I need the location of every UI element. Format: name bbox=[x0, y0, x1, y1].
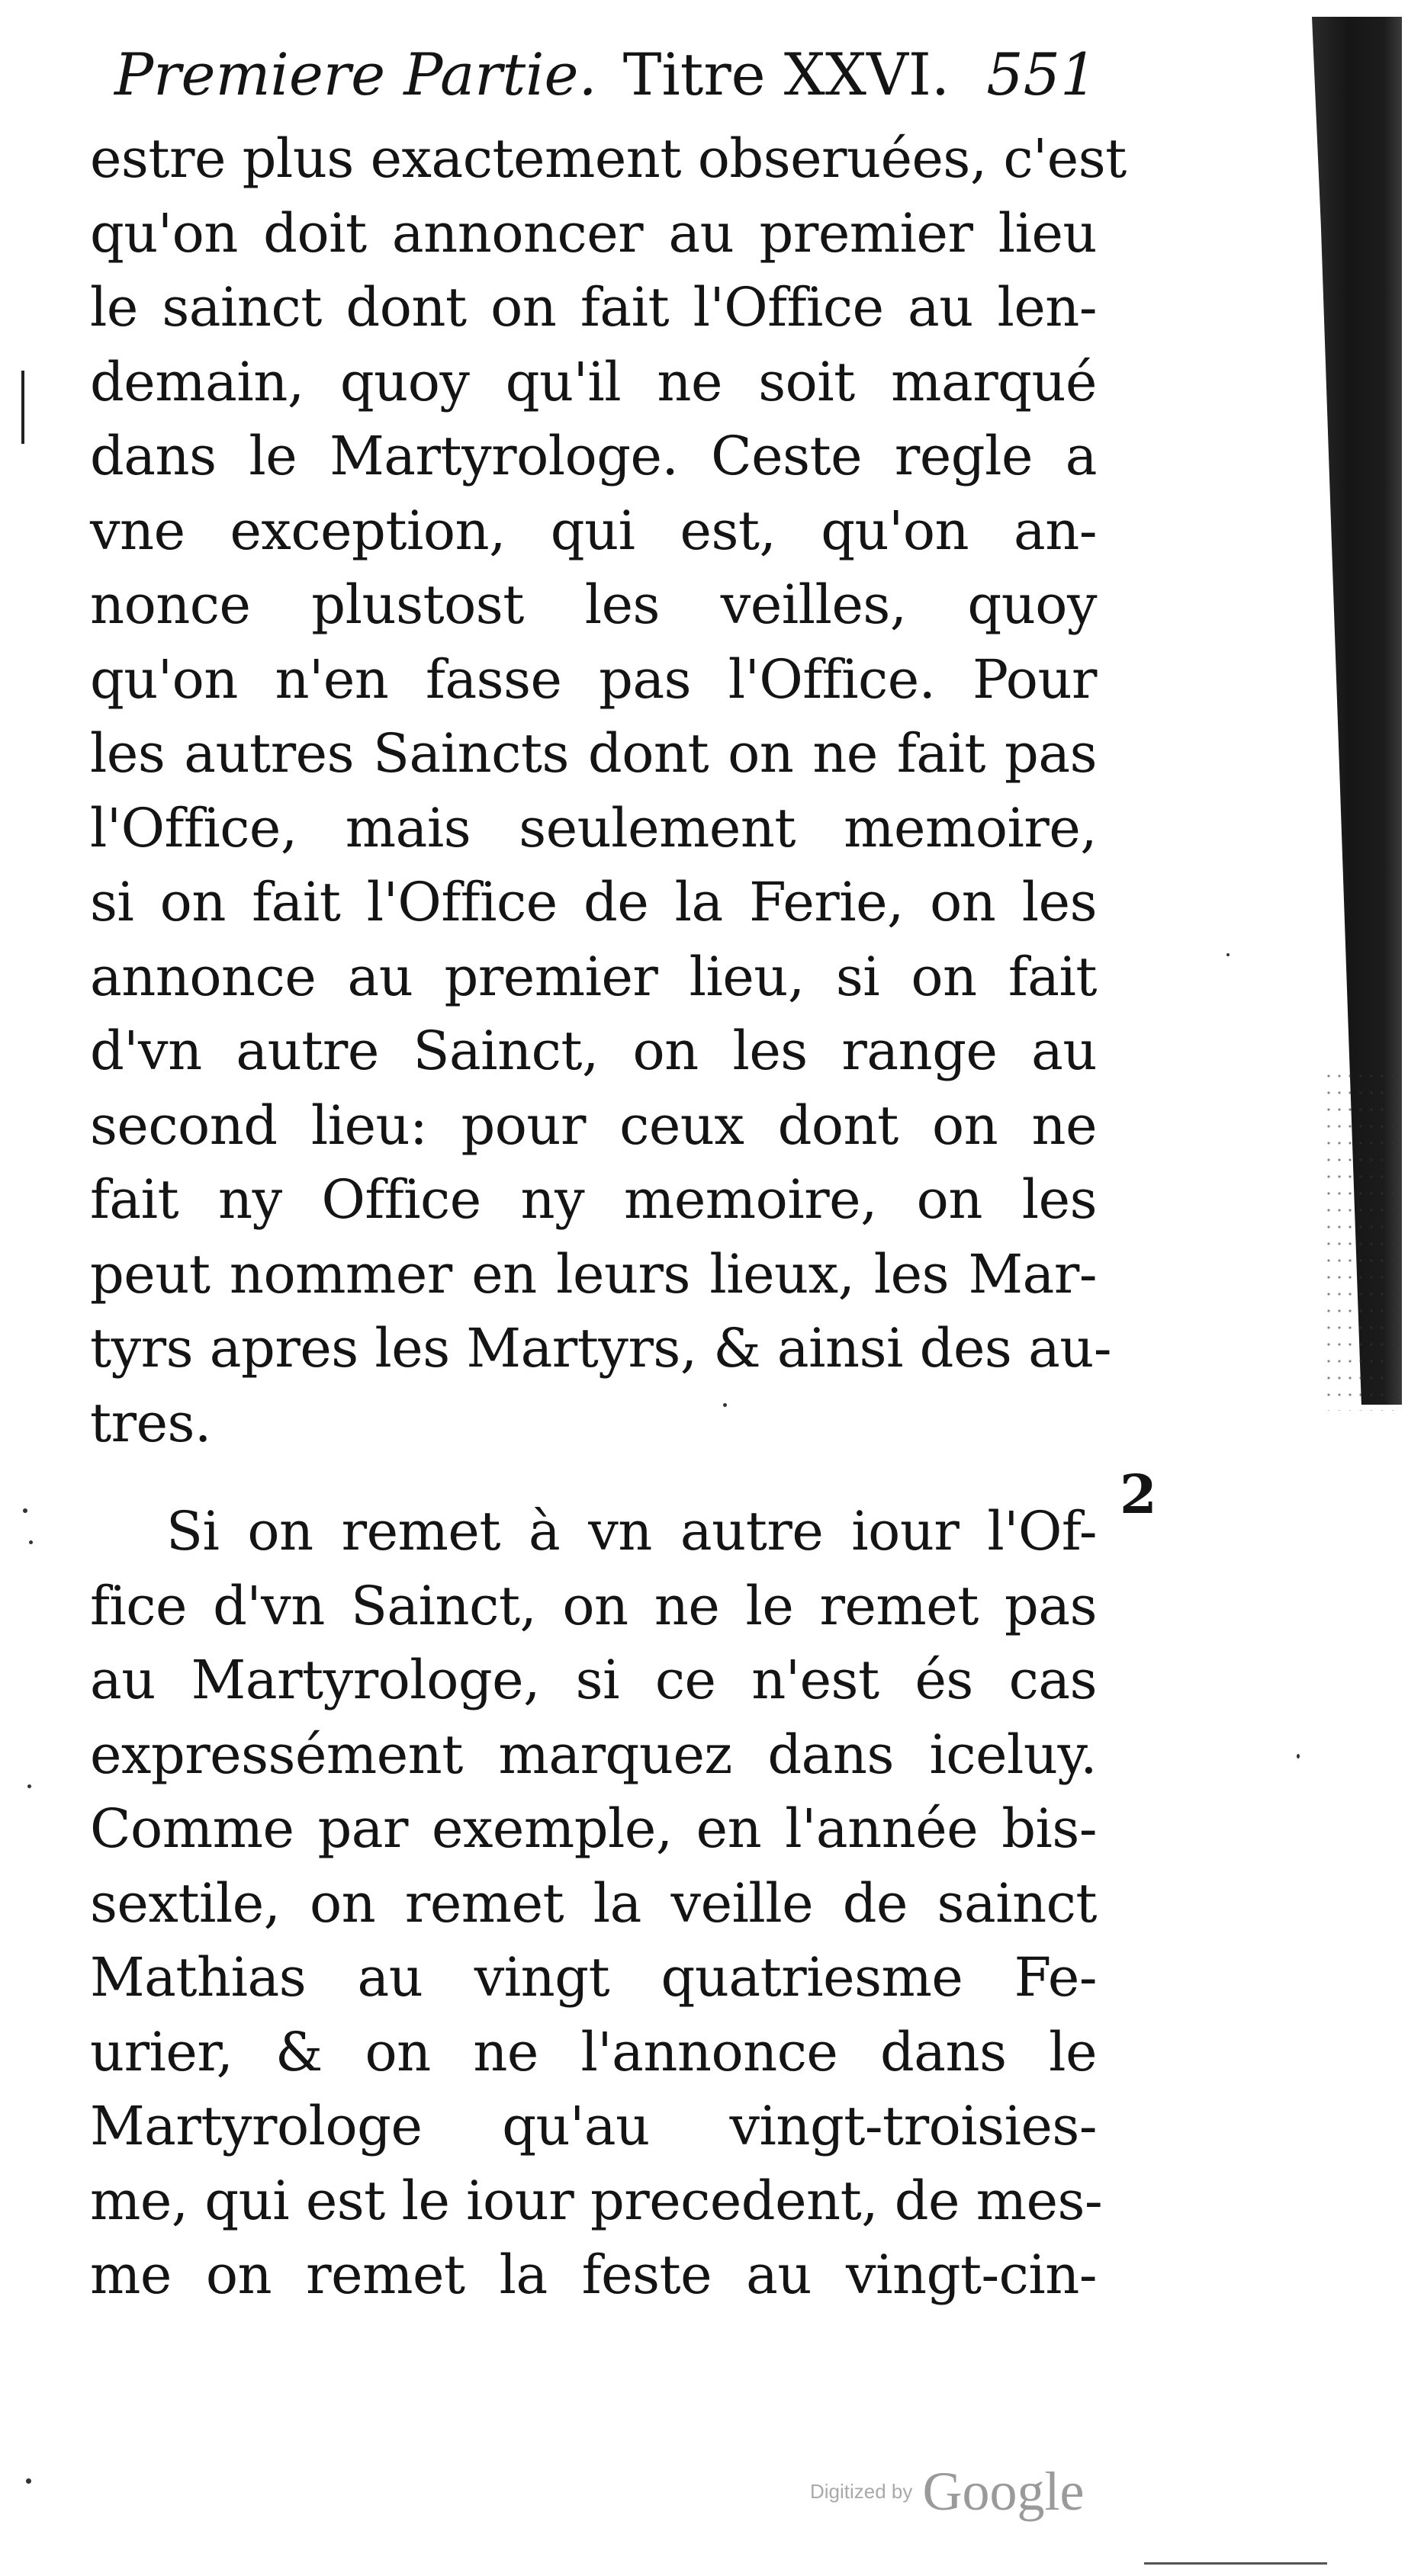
text-line: Martyrologe qu'au vingt-troisies- bbox=[90, 2095, 1097, 2157]
ink-speck bbox=[23, 1508, 27, 1513]
ink-speck bbox=[1297, 1754, 1300, 1759]
text-line: vne exception, qui est, qu'on an- bbox=[90, 499, 1097, 562]
text-line: annonce au premier lieu, si on fait bbox=[90, 945, 1097, 1008]
text-line: sextile, on remet la veille de sainct bbox=[90, 1871, 1097, 1935]
text-line: l'Office, mais seulement memoire, bbox=[90, 796, 1097, 859]
page-number: 551 bbox=[986, 40, 1098, 108]
text-line: estre plus exactement obseruées, c'est bbox=[90, 127, 1127, 190]
text-line: Comme par exemple, en l'année bis- bbox=[90, 1797, 1097, 1860]
part-label: Premiere Partie. bbox=[114, 40, 597, 108]
ink-speck bbox=[27, 1784, 31, 1788]
ink-speck bbox=[29, 1540, 33, 1544]
ink-speck bbox=[1226, 953, 1230, 956]
text-line: expressément marquez dans iceluy. bbox=[90, 1723, 1097, 1786]
text-line: second lieu: pour ceux dont on ne bbox=[90, 1094, 1097, 1157]
text-line: qu'on doit annoncer au premier lieu bbox=[90, 201, 1097, 265]
text-line: Si on remet à vn autre iour l'Of- bbox=[166, 1500, 1097, 1563]
text-line: tres. bbox=[90, 1391, 211, 1454]
footer-rule bbox=[1144, 2562, 1327, 2565]
google-logo: Google bbox=[922, 2461, 1085, 2522]
text-line: d'vn autre Sainct, on les range au bbox=[90, 1020, 1097, 1082]
text-line: fice d'vn Sainct, on ne le remet pas bbox=[90, 1574, 1097, 1637]
text-line: peut nommer en leurs lieux, les Mar- bbox=[90, 1242, 1097, 1306]
text-line: urier, & on ne l'annonce dans le bbox=[90, 2020, 1097, 2083]
text-line: le sainct dont on fait l'Office au len- bbox=[90, 276, 1097, 339]
text-line: qu'on n'en fasse pas l'Office. Pour bbox=[90, 647, 1097, 711]
text-line: me on remet la feste au vingt-cin- bbox=[90, 2244, 1097, 2306]
text-line: me, qui est le iour precedent, de mes- bbox=[90, 2169, 1103, 2232]
ink-speck bbox=[26, 2478, 31, 2484]
digitized-watermark bbox=[810, 2460, 1115, 2521]
text-line: demain, quoy qu'il ne soit marqué bbox=[90, 350, 1097, 413]
text-line: Mathias au vingt quatriesme Fe- bbox=[90, 1946, 1097, 2009]
text-line: dans le Martyrologe. Ceste regle a bbox=[90, 425, 1097, 487]
watermark-prefix: Digitized by bbox=[810, 2480, 913, 2503]
running-header bbox=[114, 37, 1106, 113]
binding-specks bbox=[1323, 1068, 1400, 1411]
text-line: nonce plustost les veilles, quoy bbox=[90, 573, 1097, 636]
margin-note: 2 bbox=[1120, 1463, 1157, 1526]
text-line: fait ny Office ny memoire, on les bbox=[90, 1168, 1097, 1231]
text-line: si on fait l'Office de la Ferie, on les bbox=[90, 871, 1097, 933]
title-label: Titre XXVI. bbox=[622, 40, 950, 108]
text-line: tyrs apres les Martyrs, & ainsi des au- bbox=[90, 1317, 1112, 1380]
text-line: au Martyrologe, si ce n'est és cas bbox=[90, 1649, 1097, 1711]
margin-rule bbox=[21, 371, 24, 444]
text-line: les autres Saincts dont on ne fait pas bbox=[90, 722, 1097, 785]
body-text bbox=[90, 122, 1127, 2313]
